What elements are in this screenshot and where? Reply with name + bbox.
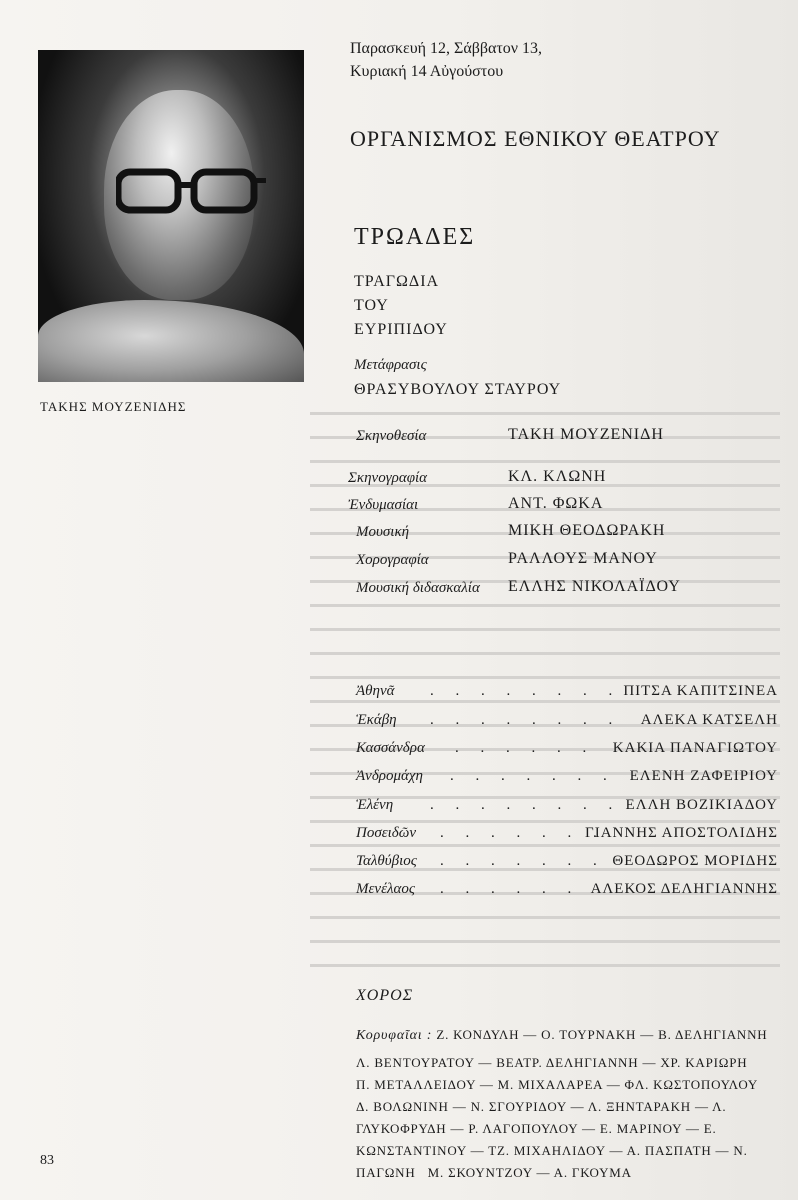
credit-role: Σκηνογραφία — [348, 470, 428, 486]
cast-actor: ΚΑΚΙΑ ΠΑΝΑΓΙΩΤΟΥ — [612, 740, 778, 756]
cast-role: Ἀνδρομάχη — [356, 768, 423, 784]
cast-actor: ΑΛΕΚΑ ΚΑΤΣΕΛΗ — [640, 712, 778, 728]
credit-role: Σκηνοθεσία — [356, 428, 427, 444]
cast-role: Ποσειδῶν — [356, 825, 417, 841]
credit-role: Ἐνδυμασίαι — [348, 497, 419, 513]
leader-dots: . . . . . . . — [450, 768, 616, 784]
leader-dots: . . . . . . . — [440, 853, 606, 869]
credit-name: ΕΛΛΗΣ ΝΙΚΟΛΑΪΔΟΥ — [508, 578, 681, 595]
leader-dots: . . . . . . . — [440, 825, 606, 841]
cast-role: Ἑλένη — [356, 797, 394, 813]
page-number: 83 — [40, 1153, 54, 1168]
cast-actor: ΓΙΑΝΝΗΣ ΑΠΟΣΤΟΛΙΔΗΣ — [585, 825, 778, 841]
chorus-member-line: ΓΛΥΚΟΦΡΥΔΗ — Ρ. ΛΑΓΟΠΟΥΛΟΥ — Ε. ΜΑΡΙΝΟΥ — Ε. — [356, 1121, 717, 1136]
cast-actor: ΠΙΤΣΑ ΚΑΠΙΤΣΙΝΕΑ — [623, 683, 778, 699]
portrait-photo — [38, 50, 304, 382]
portrait-shoulder — [38, 300, 304, 382]
cast-actor: ΕΛΛΗ ΒΟΖΙΚΙΑΔΟΥ — [625, 797, 778, 813]
chorus-member-line: Δ. ΒΟΛΩΝΙΝΗ — Ν. ΣΓΟΥΡΙΔΟΥ — Λ. ΞΗΝΤΑΡΑΚΗ — Λ. — [356, 1099, 727, 1114]
chorus-heading: ΧΟΡΟΣ — [356, 987, 414, 1004]
chorus-leaders-line — [356, 1027, 768, 1044]
cast-role: Ταλθύβιος — [356, 853, 417, 869]
leader-dots: . . . . . . . . — [430, 797, 622, 813]
credit-role: Χορογραφία — [356, 552, 429, 568]
play-genre: ΤΡΑΓΩΔΙΑ — [354, 273, 440, 290]
chorus-member-line: Π. ΜΕΤΑΛΛΕΙΔΟΥ — Μ. ΜΙΧΑΛΑΡΕΑ — ΦΛ. ΚΩΣΤΟΠΟΥΛΟΥ — [356, 1077, 759, 1092]
chorus-member-line: Λ. ΒΕΝΤΟΥΡΑΤΟΥ — ΒΕΑΤΡ. ΔΕΛΗΓΙΑΝΝΗ — ΧΡ. ΚΑΡΙΩΡΗ — [356, 1055, 748, 1070]
chorus-leaders-names: Ζ. ΚΟΝΔΥΛΗ — Ο. ΤΟΥΡΝΑΚΗ — Β. ΔΕΛΗΓΙΑΝΝΗ — [436, 1027, 768, 1042]
credit-name: ΡΑΛΛΟΥΣ ΜΑΝΟΥ — [508, 550, 658, 567]
organization-name: ΟΡΓΑΝΙΣΜΟΣ ΕΘΝΙΚΟΥ ΘΕΑΤΡΟΥ — [350, 126, 721, 151]
credit-role: Μουσική — [356, 524, 410, 540]
chorus-leaders-label: Κορυφαῖαι : — [356, 1028, 433, 1043]
cast-actor: ΘΕΟΔΩΡΟΣ ΜΟΡΙΔΗΣ — [612, 853, 778, 869]
translation-label: Μετάφρασις — [354, 357, 427, 373]
cast-role: Κασσάνδρα — [356, 740, 425, 756]
credit-role: Μουσική διδασκαλία — [356, 580, 480, 596]
leader-dots: . . . . . . . . — [430, 683, 622, 699]
leader-dots: . . . . . . . . — [430, 712, 622, 728]
credit-name: ΑΝΤ. ΦΩΚΑ — [508, 495, 604, 512]
play-title: ΤΡΩΑΔΕΣ — [354, 224, 476, 250]
play-of: ΤΟΥ — [354, 297, 389, 314]
leader-dots: . . . . . . — [440, 881, 581, 897]
photo-caption: ΤΑΚΗΣ ΜΟΥΖΕΝΙΔΗΣ — [40, 399, 187, 414]
cast-role: Ἀθηνᾶ — [356, 683, 395, 699]
cast-role: Μενέλαος — [356, 881, 415, 897]
play-author: ΕΥΡΙΠΙΔΟΥ — [354, 321, 448, 338]
chorus-member-line: ΠΑΓΩΝΗ Μ. ΣΚΟΥΝΤΖΟΥ — Α. ΓΚΟΥΜΑ — [356, 1165, 632, 1180]
translator-name: ΘΡΑΣΥΒΟΥΛΟΥ ΣΤΑΥΡΟΥ — [354, 381, 562, 398]
cast-role: Ἑκάβη — [356, 712, 397, 728]
glasses-graphic — [116, 168, 266, 214]
cast-actor: ΑΛΕΚΟΣ ΔΕΛΗΓΙΑΝΝΗΣ — [590, 881, 778, 897]
performance-dates-line-2: Κυριακή 14 Αὐγούστου — [350, 63, 504, 80]
cast-actor: ΕΛΕΝΗ ΖΑΦΕΙΡΙΟΥ — [629, 768, 778, 784]
chorus-member-line: ΚΩΝΣΤΑΝΤΙΝΟΥ — ΤΖ. ΜΙΧΑΗΛΙΔΟΥ — Α. ΠΑΣΠΑΤΗ — Ν. — [356, 1143, 748, 1158]
credit-name: ΤΑΚΗ ΜΟΥΖΕΝΙΔΗ — [508, 426, 664, 443]
performance-dates-line-1: Παρασκευή 12, Σάββατον 13, — [350, 40, 543, 57]
leader-dots: . . . . . . — [455, 740, 596, 756]
credit-name: ΜΙΚΗ ΘΕΟΔΩΡΑΚΗ — [508, 522, 666, 539]
credit-name: ΚΛ. ΚΛΩΝΗ — [508, 468, 607, 485]
